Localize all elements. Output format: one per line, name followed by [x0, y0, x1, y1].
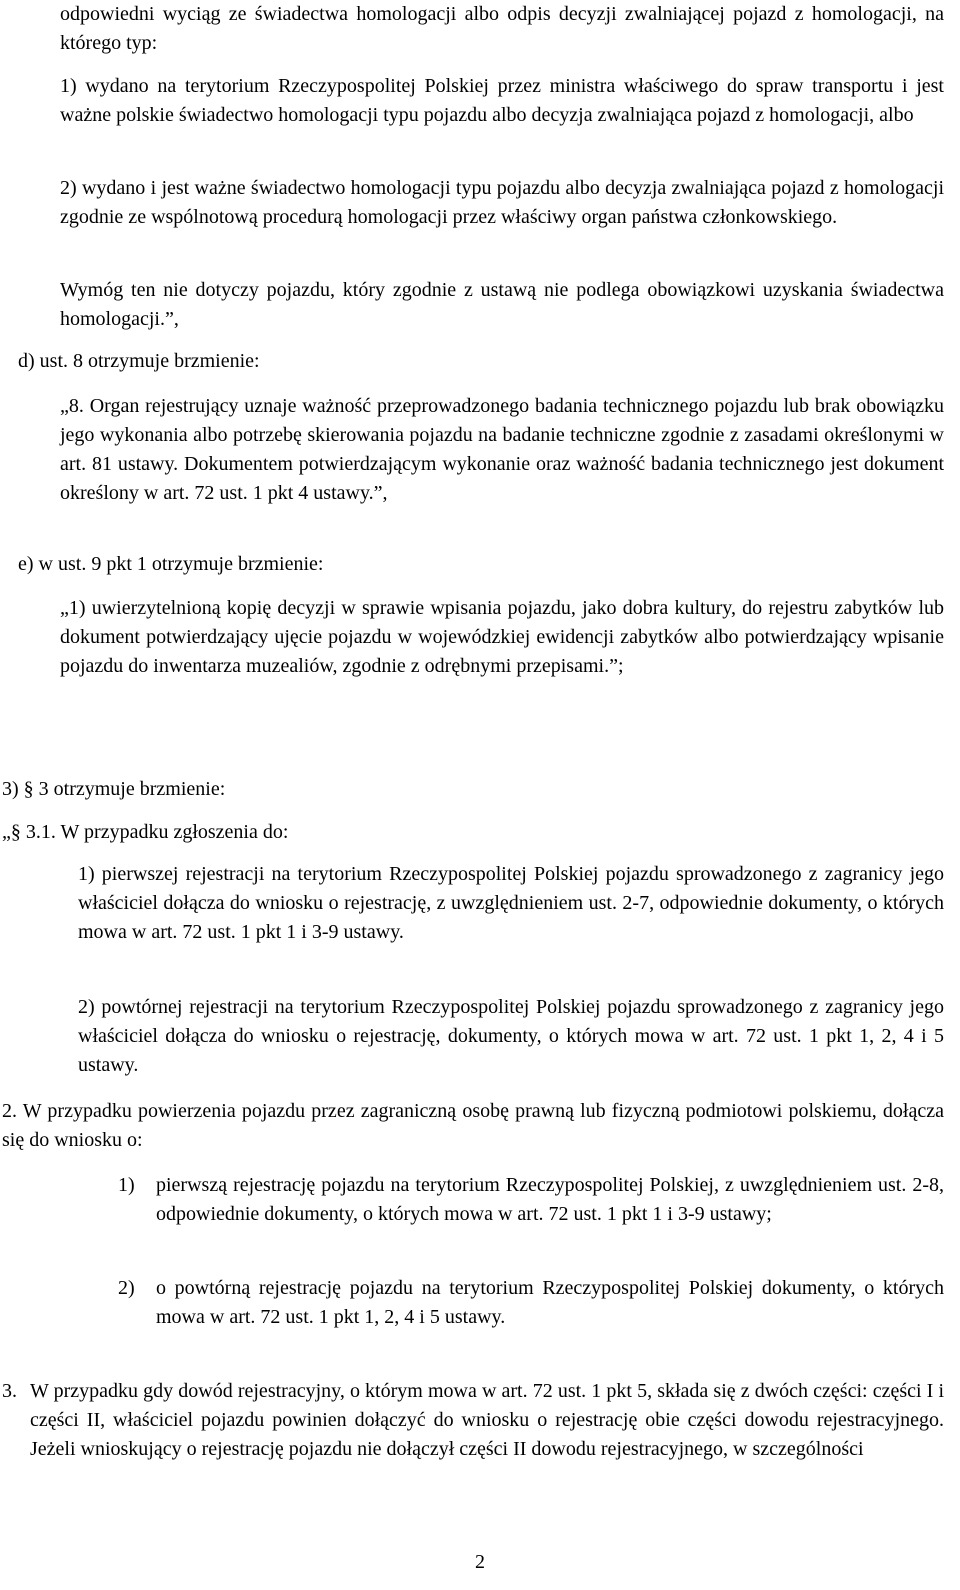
paragraph-pkt-1: „1) uwierzytelnioną kopię decyzji w sprawie wpisania pojazdu, jako dobra kultury, do rejestru zabytków lub dokument potwierdzający ujęcie pojazdu w wojewódzkiej ewidencji zabytków albo potwierdzający wpisanie pojazdu do inwentarza muzealiów, zgodnie z odrębnymi przepisami.”;: [60, 597, 944, 677]
registration-item-2: 2) powtórnej rejestracji na terytorium Rzeczypospolitej Polskiej pojazdu sprowadzonego z zagranicy jego właściciel dołącza do wniosku o rejestrację, dokumenty, o których mowa w art. 72 ust. 1 pkt 1, 2, 4 i 5 ustawy.: [78, 996, 944, 1076]
paragraph-2-item-1: [118, 1171, 944, 1229]
paragraph-3: [2, 1377, 944, 1464]
page-number: 2: [475, 1551, 485, 1573]
list-number: 2): [118, 1277, 135, 1299]
paragraph-2-item-2: [118, 1274, 944, 1332]
point-d: d) ust. 8 otrzymuje brzmienie:: [18, 350, 260, 372]
requirement-note: Wymóg ten nie dotyczy pojazdu, który zgodnie z ustawą nie podlega obowiązkowi uzyskania świadectwa homologacji.”,: [60, 279, 944, 330]
list-text: pierwszą rejestrację pojazdu na terytorium Rzeczypospolitej Polskiej, z uwzględnieniem ust. 2-8, odpowiednie dokumenty, o których mowa w art. 72 ust. 1 pkt 1 i 3-9 ustawy;: [156, 1174, 944, 1225]
list-text: o powtórną rejestrację pojazdu na terytorium Rzeczypospolitej Polskiej dokumenty, o których mowa w art. 72 ust. 1 pkt 1, 2, 4 i 5 ustawy.: [156, 1277, 944, 1328]
item-1: 1) wydano na terytorium Rzeczypospolitej Polskiej przez ministra właściwego do spraw transportu i jest ważne polskie świadectwo homologacji typu pojazdu albo decyzja zwalniająca pojazd z homologacji, albo: [60, 75, 944, 126]
point-e: e) w ust. 9 pkt 1 otrzymuje brzmienie:: [18, 553, 324, 575]
paragraph-number: 3.: [2, 1380, 17, 1402]
section-3-heading: 3) § 3 otrzymuje brzmienie:: [2, 778, 226, 800]
paragraph-text: W przypadku gdy dowód rejestracyjny, o którym mowa w art. 72 ust. 1 pkt 5, składa się z dwóch części: części I i części II, właściciel pojazdu powinien dołączyć do wniosku o rejestrację obie części dowodu rejestracyjnego. Jeżeli wnioskujący o rejestrację pojazdu nie dołączył części II dowodu rejestracyjnego, w szczególności: [30, 1380, 944, 1460]
paragraph-2: 2. W przypadku powierzenia pojazdu przez zagraniczną osobę prawną lub fizyczną podmiotowi polskiemu, dołącza się do wniosku o:: [2, 1100, 944, 1151]
section-3-1-heading: „§ 3.1. W przypadku zgłoszenia do:: [2, 821, 289, 843]
intro-paragraph: odpowiedni wyciąg ze świadectwa homologacji albo odpis decyzji zwalniającej pojazd z homologacji, na którego typ:: [60, 3, 944, 54]
registration-item-1: 1) pierwszej rejestracji na terytorium Rzeczypospolitej Polskiej pojazdu sprowadzonego z zagranicy jego właściciel dołącza do wniosku o rejestrację, z uwzględnieniem ust. 2-7, odpowiednie dokumenty, o których mowa w art. 72 ust. 1 pkt 1 i 3-9 ustawy.: [78, 863, 944, 943]
paragraph-ust-8: „8. Organ rejestrujący uznaje ważność przeprowadzonego badania technicznego pojazdu lub brak obowiązku jego wykonania albo potrzebę skierowania pojazdu na badanie techniczne zgodnie z zasadami określonymi w art. 81 ustawy. Dokumentem potwierdzającym wykonanie oraz ważność badania technicznego jest dokument określony w art. 72 ust. 1 pkt 4 ustawy.”,: [60, 395, 944, 504]
list-number: 1): [118, 1174, 135, 1196]
item-2: 2) wydano i jest ważne świadectwo homologacji typu pojazdu albo decyzja zwalniająca pojazd z homologacji zgodnie ze wspólnotową procedurą homologacji przez właściwy organ państwa członkowskiego.: [60, 177, 944, 228]
